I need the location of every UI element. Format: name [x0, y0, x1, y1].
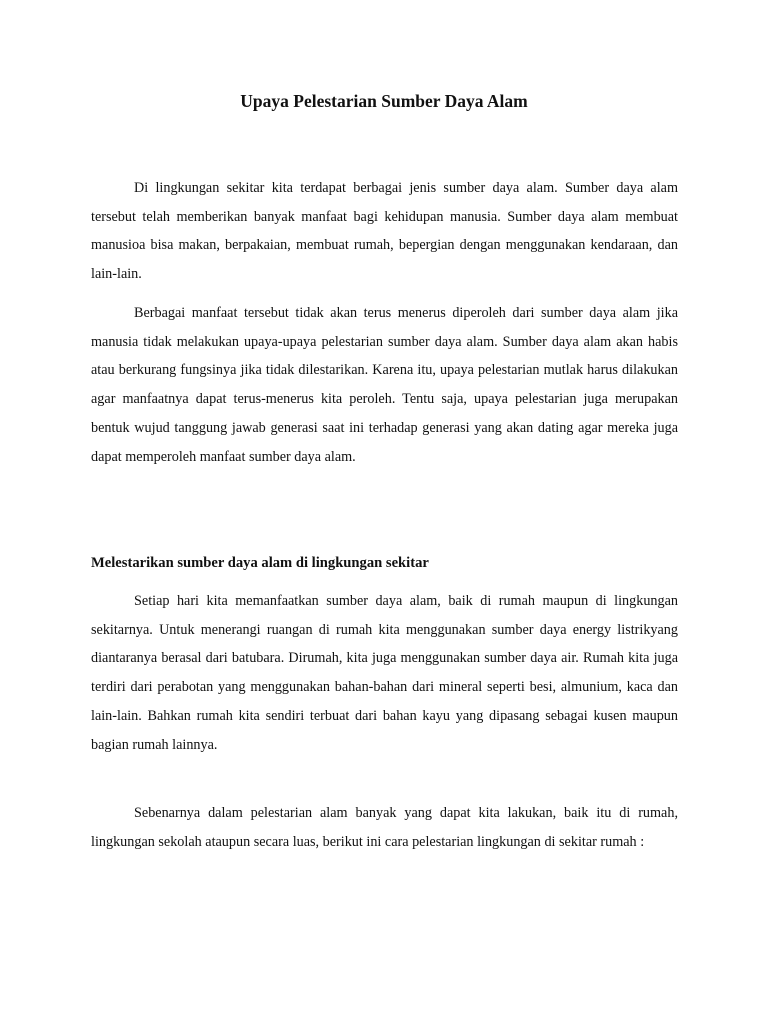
intro-paragraph-1: Di lingkungan sekitar kita terdapat berbagai jenis sumber daya alam. Sumber daya alam tersebut telah memberikan banyak manfaat bagi kehidupan manusia. Sumber daya alam membuat manusioa bisa makan, berpakaian, membuat rumah, bepergian dengan menggunakan kendaraan, dan lain-lain. [91, 180, 678, 283]
section-heading: Melestarikan sumber daya alam di lingkungan sekitar [91, 555, 429, 571]
document-title: Upaya Pelestarian Sumber Daya Alam [240, 91, 528, 111]
section-paragraph-2: Sebenarnya dalam pelestarian alam banyak yang dapat kita lakukan, baik itu di rumah, lingkungan sekolah ataupun secara luas, berikut ini cara pelestarian lingkungan di sekitar rumah : [91, 805, 678, 850]
section-paragraph-1: Setiap hari kita memanfaatkan sumber daya alam, baik di rumah maupun di lingkungan sekitarnya. Untuk menerangi ruangan di rumah kita menggunakan sumber daya energy listrikyang diantaranya berasal dari batubara. Dirumah, kita juga menggunakan sumber daya air. Rumah kita juga terdiri dari perabotan yang menggunakan bahan-bahan dari mineral seperti besi, almunium, kaca dan lain-lain. Bahkan rumah kita sendiri terbuat dari bahan kayu yang dipasang sebagai kusen maupun bagian rumah lainnya. [91, 593, 678, 753]
intro-paragraph-2: Berbagai manfaat tersebut tidak akan terus menerus diperoleh dari sumber daya alam jika manusia tidak melakukan upaya-upaya pelestarian sumber daya alam. Sumber daya alam akan habis atau berkurang fungsinya jika tidak dilestarikan. Karena itu, upaya pelestarian mutlak harus dilakukan agar manfaatnya dapat terus-menerus kita peroleh. Tentu saja, upaya pelestarian juga merupakan bentuk wujud tanggung jawab generasi saat ini terhadap generasi yang akan dating agar mereka juga dapat memperoleh manfaat sumber daya alam. [91, 305, 678, 465]
